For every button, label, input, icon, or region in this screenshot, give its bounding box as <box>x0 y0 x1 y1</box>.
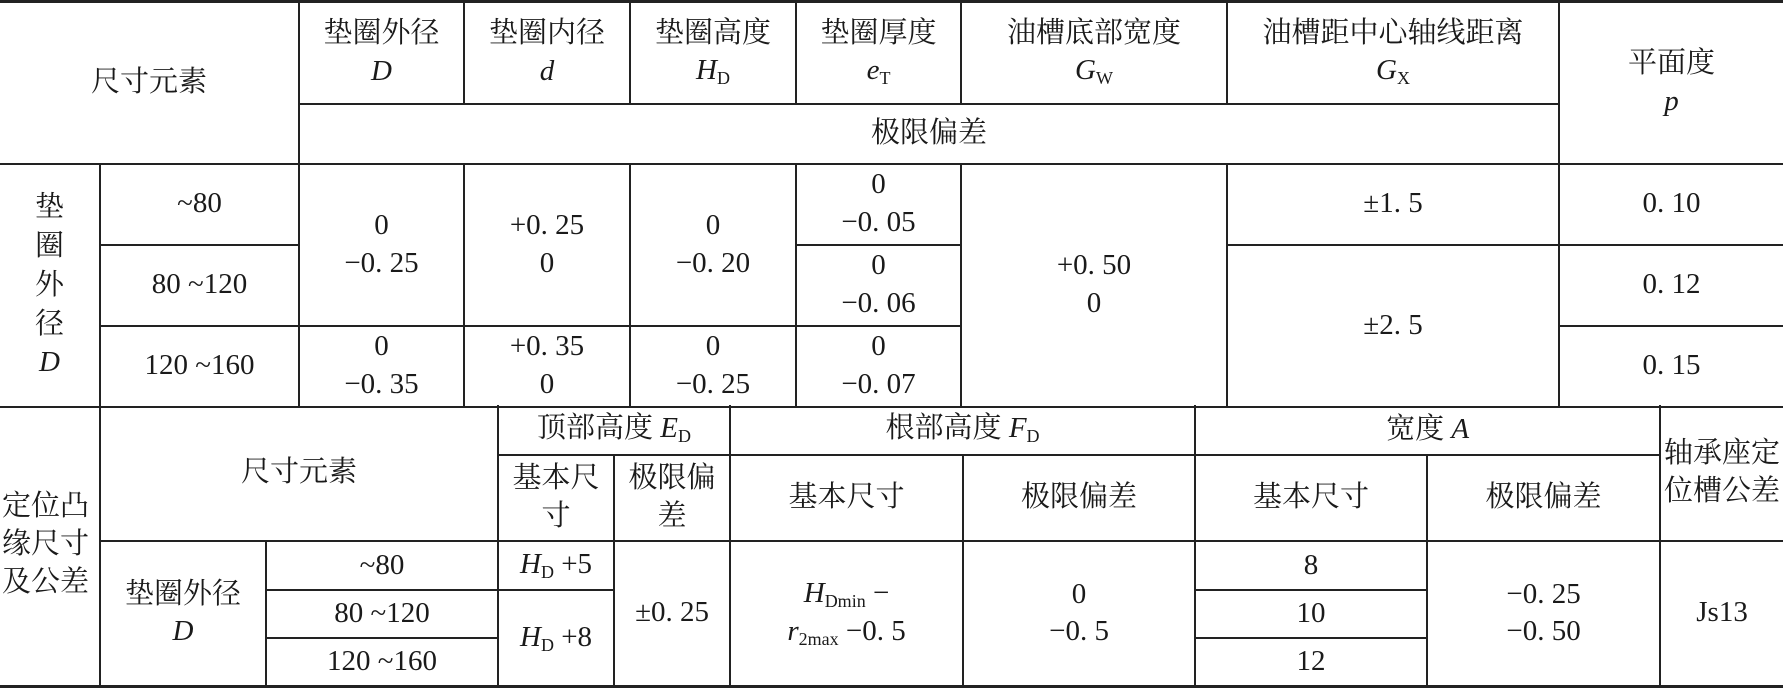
subheader-limit-deviation: 极限偏 差 <box>614 455 730 541</box>
flatness-cell: 0. 12 <box>1559 245 1783 326</box>
inner-dev-cell: +0. 35 0 <box>464 326 630 407</box>
range-cell: ~80 <box>100 164 299 245</box>
range-cell: 120 ~160 <box>266 638 498 686</box>
top-height-dev-cell: ±0. 25 <box>614 541 730 686</box>
range-cell: ~80 <box>266 541 498 590</box>
header-gasket-id: 垫圈内径 d <box>464 2 630 104</box>
width-basic-cell: 12 <box>1195 638 1427 686</box>
width-dev-cell: −0. 25 −0. 50 <box>1427 541 1660 686</box>
subheader-basic-size: 基本尺寸 <box>1195 455 1427 541</box>
groove-dist-dev-cell: ±2. 5 <box>1227 245 1559 407</box>
range-cell: 120 ~160 <box>100 326 299 407</box>
subheader-limit-deviation: 极限偏差 <box>1427 455 1660 541</box>
slot-tolerance-cell: Js13 <box>1660 541 1783 686</box>
top-height-basic-cell: $H_D +5$ <box>498 541 614 590</box>
subheader-limit-deviation: 极限偏差 <box>963 455 1195 541</box>
flatness-cell: 0. 10 <box>1559 164 1783 245</box>
header-flatness: 平面度 p <box>1559 2 1783 164</box>
top-height-basic-cell: $H_D +8$ <box>498 590 614 686</box>
width-basic-cell: 10 <box>1195 590 1427 638</box>
subheader-basic-size: 基本尺寸 <box>730 455 963 541</box>
range-cell: 80 ~120 <box>266 590 498 638</box>
header-gasket-thickness: 垫圈厚度 $e_T$ <box>796 2 961 104</box>
groove-dist-dev-cell: ±1. 5 <box>1227 164 1559 245</box>
side-label-locating-flange: 定位凸 缘尺寸 及公差 <box>0 405 100 686</box>
header-top-height: 顶部高度 $E_D$ <box>498 405 730 455</box>
outer-dev-cell: 0 −0. 25 <box>299 164 464 326</box>
header-gasket-od: 垫圈外径 D <box>299 2 464 104</box>
header-bearing-slot: 轴承座定 位槽公差 <box>1660 405 1783 541</box>
outer-dev-cell: 0 −0. 35 <box>299 326 464 407</box>
gasket-od-label: 垫圈外径 D <box>100 541 266 686</box>
header-groove-width: 油槽底部宽度 $G_W$ <box>961 2 1227 104</box>
header-width: 宽度 A <box>1195 405 1660 455</box>
flatness-cell: 0. 15 <box>1559 326 1783 407</box>
height-dev-cell: 0 −0. 20 <box>630 164 796 326</box>
header-limit-deviation: 极限偏差 <box>299 104 1559 164</box>
thickness-dev-cell: 0 −0. 06 <box>796 245 961 326</box>
row-group-gasket-od: 垫圈外径 D <box>0 164 100 407</box>
thickness-dev-cell: 0 −0. 07 <box>796 326 961 407</box>
range-cell: 80 ~120 <box>100 245 299 326</box>
corner-dimension-element: 尺寸元素 <box>100 405 498 541</box>
width-basic-cell: 8 <box>1195 541 1427 590</box>
locating-flange-table <box>0 405 1783 688</box>
header-groove-distance: 油槽距中心轴线距离 $G_X$ <box>1227 2 1559 104</box>
inner-dev-cell: +0. 25 0 <box>464 164 630 326</box>
thickness-dev-cell: 0 −0. 05 <box>796 164 961 245</box>
root-height-dev-cell: 0 −0. 5 <box>963 541 1195 686</box>
groove-width-dev-cell: +0. 50 0 <box>961 164 1227 407</box>
corner-dimension-element: 尺寸元素 <box>0 2 299 164</box>
header-root-height: 根部高度 $F_D$ <box>730 405 1195 455</box>
height-dev-cell: 0 −0. 25 <box>630 326 796 407</box>
root-height-basic-cell: $H_{Dmin}$ − $r_{2max} -0$. 5 <box>730 541 963 686</box>
header-gasket-height: 垫圈高度 $H_D$ <box>630 2 796 104</box>
subheader-basic-size: 基本尺 寸 <box>498 455 614 541</box>
